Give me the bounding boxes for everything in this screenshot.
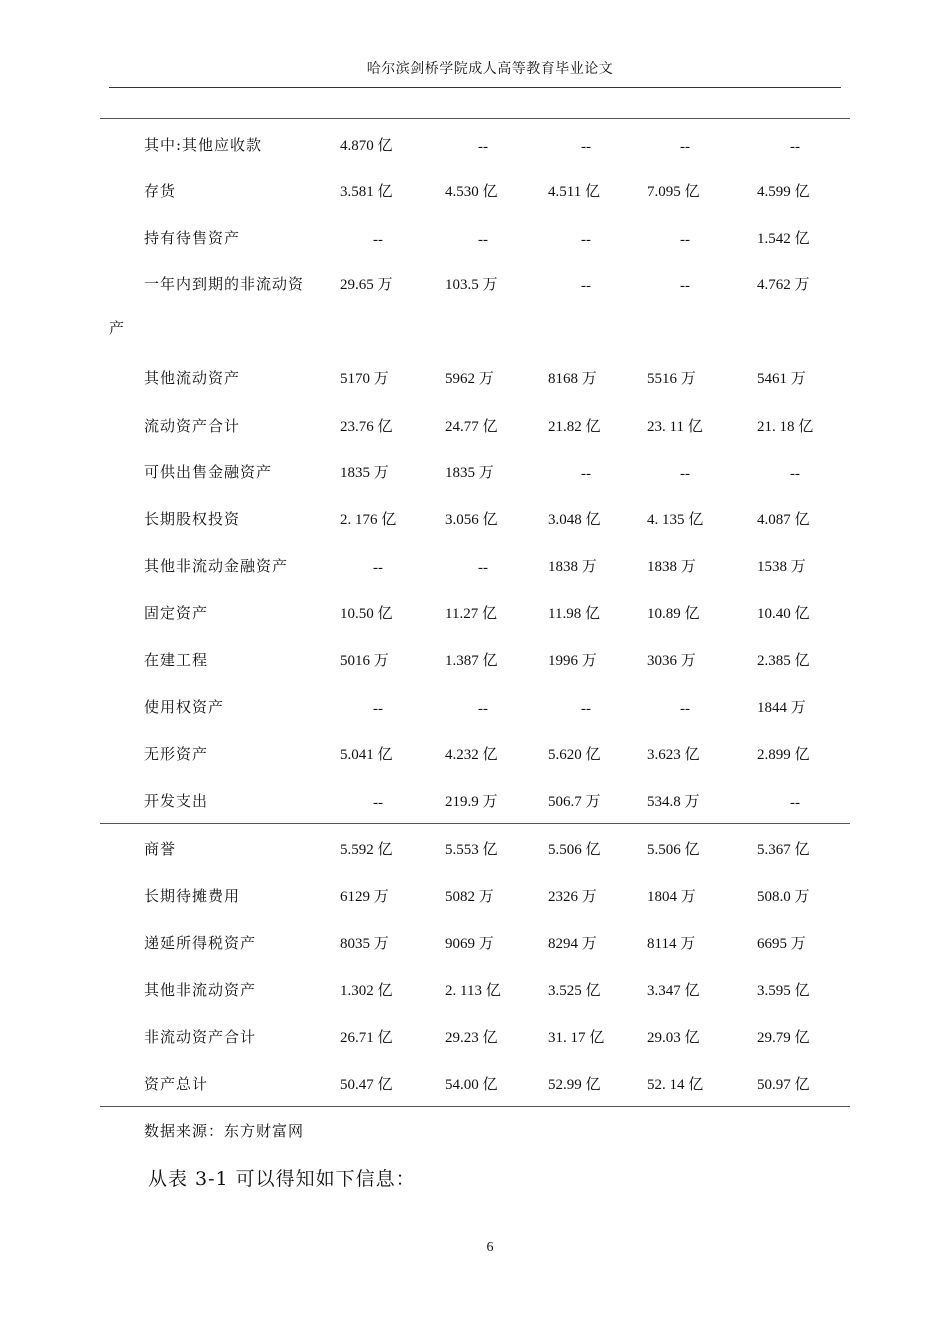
row-label: 其他流动资产 [144,369,241,387]
table-cell: 8168 万 [548,371,597,387]
table-cell: 1.302 亿 [340,983,393,999]
table-cell: 1835 万 [340,465,389,481]
wrapped-label-tail: 产 [109,319,125,337]
table-cell: 2. 176 亿 [340,512,397,528]
table-cell: 29.79 亿 [757,1030,810,1046]
table-cell: 5962 万 [445,371,494,387]
table-cell: 1.387 亿 [445,653,498,669]
table-cell: 8114 万 [647,936,696,952]
row-label: 可供出售金融资产 [144,463,273,481]
table-cell: 50.97 亿 [757,1077,810,1093]
row-label: 持有待售资产 [144,229,241,247]
table-cell: 5.620 亿 [548,747,601,763]
table-cell: 4.762 万 [757,277,810,293]
table-cell: 6129 万 [340,889,389,905]
table-row [0,743,950,767]
table-cell: 9069 万 [445,936,494,952]
table-cell: -- [790,795,800,811]
data-source-note: 数据来源：东方财富网 [144,1122,305,1140]
table-cell: 26.71 亿 [340,1030,393,1046]
page-header-title: 哈尔滨剑桥学院成人高等教育毕业论文 [366,61,614,77]
row-label: 递延所得税资产 [144,934,257,952]
row-label: 其他非流动资产 [144,981,257,999]
table-cell: -- [581,139,591,155]
table-cell: -- [581,701,591,717]
row-label: 一年内到期的非流动资 [144,275,305,293]
table-cell: 5016 万 [340,653,389,669]
row-label: 在建工程 [144,651,209,669]
table-cell: 23.76 亿 [340,419,393,435]
table-cell: 1.542 亿 [757,231,810,247]
table-cell: 3.623 亿 [647,747,700,763]
table-cell: -- [373,795,383,811]
table-cell: 508.0 万 [757,889,810,905]
table-cell: 5170 万 [340,371,389,387]
row-label: 其他非流动金融资产 [144,557,289,575]
table-row [0,1026,950,1050]
table-cell: 5082 万 [445,889,494,905]
row-label: 商誉 [144,840,177,858]
table-cell: -- [478,232,488,248]
table-cell: 1835 万 [445,465,494,481]
row-label: 开发支出 [144,792,209,810]
table-row [0,508,950,532]
table-cell: 4. 135 亿 [647,512,704,528]
row-label: 长期股权投资 [144,510,241,528]
table-row [0,415,950,439]
table-cell: -- [581,466,591,482]
table-cell: 1996 万 [548,653,597,669]
table-cell: 52. 14 亿 [647,1077,704,1093]
table-cell: 5.506 亿 [647,842,700,858]
table-cell: -- [373,560,383,576]
table-row [0,227,950,251]
table-row [0,461,950,485]
row-label: 流动资产合计 [144,417,241,435]
table-cell: 5.553 亿 [445,842,498,858]
table-cell: 8294 万 [548,936,597,952]
table-cell: 3.581 亿 [340,184,393,200]
table-cell: -- [581,278,591,294]
table-cell: -- [680,139,690,155]
table-row [0,932,950,956]
table-row [0,555,950,579]
row-label: 长期待摊费用 [144,887,241,905]
table-cell: 3.056 亿 [445,512,498,528]
page-number: 6 [486,1240,494,1255]
table-cell: 5461 万 [757,371,806,387]
table-cell: 5516 万 [647,371,696,387]
table-cell: 10.40 亿 [757,606,810,622]
row-label: 无形资产 [144,745,209,763]
table-cell: 21. 18 亿 [757,419,814,435]
table-row [0,696,950,720]
table-cell: 506.7 万 [548,794,601,810]
table-cell: 1538 万 [757,559,806,575]
table-cell: 23. 11 亿 [647,419,703,435]
table-row [0,885,950,909]
table-cell: 2.899 亿 [757,747,810,763]
table-row [0,273,950,297]
table-cell: 4.087 亿 [757,512,810,528]
table-cell: 10.89 亿 [647,606,700,622]
table-cell: 11.98 亿 [548,606,600,622]
table-cell: 5.367 亿 [757,842,810,858]
table-cell: 4.232 亿 [445,747,498,763]
table-cell: 2326 万 [548,889,597,905]
table-cell: 3.525 亿 [548,983,601,999]
row-label: 固定资产 [144,604,209,622]
table-cell: 3.595 亿 [757,983,810,999]
body-paragraph: 从表 3-1 可以得知如下信息： [148,1168,416,1190]
header-divider [109,87,841,88]
table-cell: 52.99 亿 [548,1077,601,1093]
table-bottom-rule [100,1106,850,1107]
table-mid-rule [100,823,850,824]
table-cell: 54.00 亿 [445,1077,498,1093]
table-row [0,649,950,673]
table-cell: -- [790,139,800,155]
table-cell: -- [478,701,488,717]
table-cell: 3.048 亿 [548,512,601,528]
table-cell: -- [373,701,383,717]
table-cell: -- [581,232,591,248]
table-cell: 1838 万 [548,559,597,575]
table-cell: -- [478,560,488,576]
table-cell: 7.095 亿 [647,184,700,200]
table-cell: 219.9 万 [445,794,498,810]
table-row [0,838,950,862]
table-row [0,1073,950,1097]
row-label: 资产总计 [144,1075,209,1093]
table-row [0,790,950,814]
table-cell: 6695 万 [757,936,806,952]
table-cell: 5.506 亿 [548,842,601,858]
row-label: 使用权资产 [144,698,225,716]
table-cell: 24.77 亿 [445,419,498,435]
table-cell: -- [680,701,690,717]
table-cell: 31. 17 亿 [548,1030,605,1046]
table-cell: 29.23 亿 [445,1030,498,1046]
table-cell: -- [478,139,488,155]
table-cell: 4.599 亿 [757,184,810,200]
table-cell: 50.47 亿 [340,1077,393,1093]
table-cell: 29.65 万 [340,277,393,293]
table-cell: 10.50 亿 [340,606,393,622]
table-cell: 4.870 亿 [340,138,393,154]
row-label: 其中:其他应收款 [144,136,263,154]
row-label: 非流动资产合计 [144,1028,257,1046]
table-row [0,979,950,1003]
table-row [0,180,950,204]
table-row [0,367,950,391]
table-cell: 29.03 亿 [647,1030,700,1046]
table-cell: 1838 万 [647,559,696,575]
table-cell: -- [680,278,690,294]
table-cell: 1844 万 [757,700,806,716]
table-cell: 11.27 亿 [445,606,497,622]
table-row [0,602,950,626]
table-cell: 4.511 亿 [548,184,600,200]
table-top-rule [100,118,850,119]
table-cell: 8035 万 [340,936,389,952]
table-cell: 4.530 亿 [445,184,498,200]
table-cell: 21.82 亿 [548,419,601,435]
table-cell: 2. 113 亿 [445,983,501,999]
table-cell: 5.592 亿 [340,842,393,858]
row-label: 存货 [144,182,177,200]
table-row [0,134,950,158]
table-cell: 5.041 亿 [340,747,393,763]
table-cell: 534.8 万 [647,794,700,810]
table-cell: 1804 万 [647,889,696,905]
table-cell: 3.347 亿 [647,983,700,999]
table-cell: -- [680,466,690,482]
table-cell: 103.5 万 [445,277,498,293]
table-cell: 3036 万 [647,653,696,669]
table-cell: -- [373,232,383,248]
table-cell: 2.385 亿 [757,653,810,669]
table-cell: -- [790,466,800,482]
table-cell: -- [680,232,690,248]
